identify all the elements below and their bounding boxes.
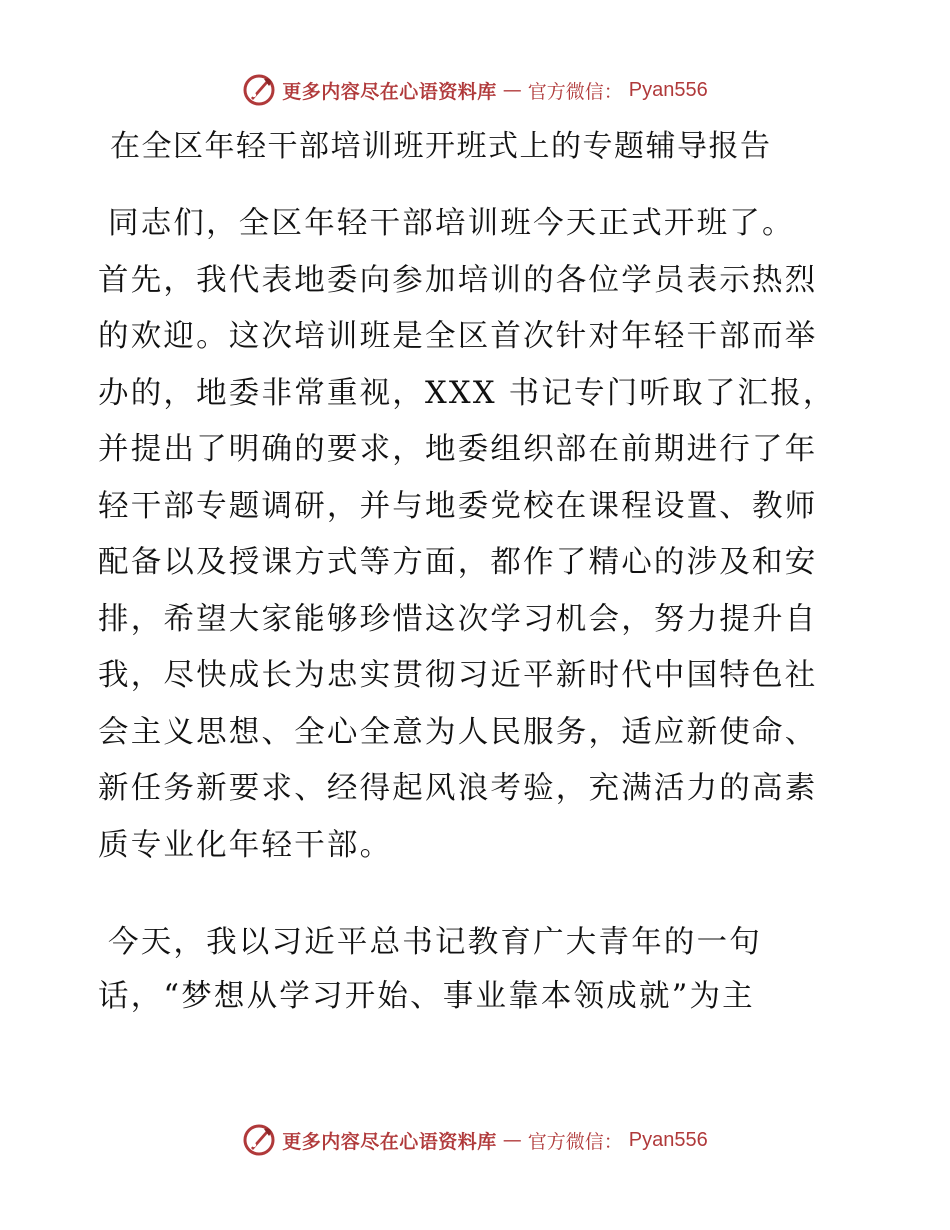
paragraph-2 (98, 916, 858, 1024)
header-watermark (0, 70, 950, 110)
paragraph-line: 质专业化年轻干部。 (98, 827, 393, 863)
watermark-wechat-label: 官方微信： (527, 1130, 623, 1153)
watermark-wechat-label: 官方微信： (527, 80, 623, 103)
paragraph-line: 同志们，全区年轻干部培训班今天正式开班了。 (108, 206, 795, 241)
paragraph-line: 话，“梦想从学习开始、事业靠本领成就”为主 (98, 979, 755, 1014)
paragraph-line: 会主义思想、全心全意为人民服务，适应新使命、 (98, 714, 818, 750)
footer-watermark (0, 1120, 950, 1160)
watermark-site-text: 更多内容尽在心语资料库 (282, 1130, 497, 1153)
watermark-wechat-id: Pyan556 (628, 78, 708, 101)
paragraph-line: 办的，地委非常重视，XXX 书记专门听取了汇报， (98, 375, 836, 411)
watermark-separator: — (502, 1129, 522, 1151)
watermark-site-text: 更多内容尽在心语资料库 (282, 80, 497, 103)
paragraph-line: 今天，我以习近平总书记教育广大青年的一句 (108, 925, 762, 960)
document-title: 在全区年轻干部培训班开班式上的专题辅导报告 (110, 129, 772, 164)
paragraph-line: 轻干部专题调研，并与地委党校在课程设置、教师 (98, 488, 818, 524)
paragraph-line: 新任务新要求、经得起风浪考验，充满活力的高素 (98, 771, 818, 806)
quill-logo-icon (242, 1123, 276, 1157)
paragraph-line: 配备以及授课方式等方面，都作了精心的涉及和安 (98, 545, 818, 580)
paragraph-line: 的欢迎。这次培训班是全区首次针对年轻干部而举 (98, 319, 818, 354)
watermark-wechat-id: Pyan556 (628, 1128, 708, 1151)
paragraph-line: 排，希望大家能够珍惜这次学习机会，努力提升自 (98, 601, 818, 637)
paragraph-line: 首先，我代表地委向参加培训的各位学员表示热烈 (98, 262, 818, 298)
paragraph-line: 我，尽快成长为忠实贯彻习近平新时代中国特色社 (98, 658, 818, 693)
watermark-separator: — (502, 79, 522, 101)
quill-logo-icon (242, 73, 276, 107)
paragraph-line: 并提出了明确的要求，地委组织部在前期进行了年 (98, 432, 818, 467)
paragraph-1 (98, 196, 858, 874)
